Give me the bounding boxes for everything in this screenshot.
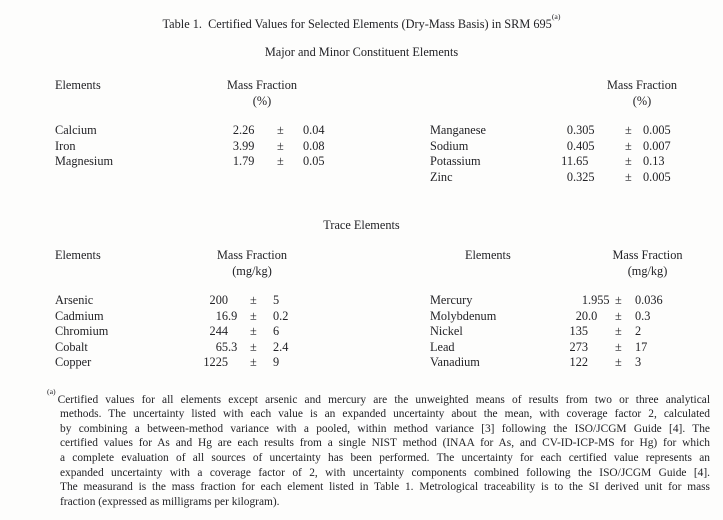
table-row — [430, 293, 723, 309]
document-page — [0, 13, 723, 520]
table-row — [55, 355, 363, 371]
value-integer-part: 1 — [581, 293, 588, 308]
footnote-line: certified values for As and Hg are each results from a single NIST method (INAA for As, and CV-ID-ICP-MS for Hg) for which — [60, 437, 710, 450]
value-integer-part: 200 — [209, 293, 228, 308]
mass-fraction-label: Mass Fraction — [612, 248, 683, 263]
unit-label: (mg/kg) — [232, 264, 272, 279]
value-fraction-part — [228, 293, 250, 309]
value-fraction-part: .79 — [239, 154, 255, 169]
plus-minus-sign: ± — [277, 123, 284, 138]
element-name: Manganese — [430, 123, 486, 138]
element-name: Sodium — [430, 138, 469, 153]
mass-fraction-column-header — [562, 247, 723, 279]
section-title-trace: Trace Elements — [323, 218, 400, 233]
value-integer-part: 16 — [215, 308, 228, 323]
title-footnote-marker: (a) — [551, 12, 561, 21]
uncertainty-value: 2.4 — [273, 339, 289, 354]
column-header-row — [430, 247, 723, 279]
mass-fraction-column-header — [183, 77, 341, 109]
plus-minus-sign: ± — [625, 169, 632, 184]
trace-table — [0, 247, 723, 371]
major-table-right-half — [430, 77, 723, 185]
element-name: Potassium — [430, 154, 481, 169]
element-name: Cadmium — [55, 308, 104, 323]
element-name: Copper — [55, 355, 92, 370]
table-row — [430, 355, 723, 371]
table-row — [55, 309, 363, 325]
elements-column-header: Elements — [55, 78, 101, 93]
column-header-row — [430, 77, 723, 109]
table-row — [430, 170, 723, 186]
mass-fraction-label: Mass Fraction — [226, 78, 298, 93]
element-name: Arsenic — [55, 293, 94, 308]
uncertainty-value: 0.08 — [303, 138, 325, 153]
footnote-line: expanded uncertainty with a coverage factor of 2, with uncertainty components combined following the ISO/JCGM Guide [4]. — [60, 466, 710, 479]
element-name: Zinc — [430, 169, 453, 184]
value-integer-part: 3 — [232, 138, 239, 153]
value-integer-part: 20 — [575, 308, 588, 323]
uncertainty-value: 0.005 — [643, 123, 671, 138]
elements-column-header — [430, 77, 535, 109]
element-name: Nickel — [430, 324, 463, 339]
major-minor-table — [0, 77, 723, 185]
element-name: Molybdenum — [430, 308, 497, 323]
value-fraction-part: .955 — [588, 293, 610, 308]
plus-minus-sign: ± — [615, 308, 622, 323]
table-row — [430, 139, 723, 155]
element-name: Iron — [55, 138, 76, 153]
element-name: Vanadium — [430, 355, 480, 370]
trace-table-right-half — [430, 247, 723, 371]
footnote-line: The measurand is the mass fraction for each element listed in Table 1. Metrological traceability is to the SI derived unit for mass — [60, 481, 710, 494]
footnote-line: $^{(a)}$Certified values for all elements except arsenic and mercury are the unweighted means of results from two or three analytical — [47, 387, 710, 406]
plus-minus-sign: ± — [250, 308, 257, 323]
table-rows — [430, 293, 723, 371]
elements-column-header: Elements — [55, 248, 101, 263]
value-integer-part: 1225 — [203, 355, 228, 370]
value-fraction-part: .3 — [228, 339, 238, 354]
plus-minus-sign: ± — [615, 324, 622, 339]
uncertainty-value: 0.005 — [643, 169, 671, 184]
value-fraction-part: .99 — [239, 138, 255, 153]
element-name: Cobalt — [55, 339, 88, 354]
mass-fraction-column-header — [548, 77, 723, 109]
column-header-row — [55, 77, 363, 109]
unit-label: (%) — [632, 94, 652, 109]
value-fraction-part — [588, 355, 615, 371]
table-row — [430, 309, 723, 325]
uncertainty-value: 0.007 — [643, 138, 671, 153]
uncertainty-value: 2 — [635, 324, 642, 339]
table-rows — [55, 123, 363, 170]
element-name: Lead — [430, 339, 455, 354]
value-integer-part: 0 — [566, 169, 573, 184]
footnote-line: by combining a between-method variance with a pooled, within method variance [3] following the ISO/JCGM Guide [4]. The — [60, 422, 710, 435]
table-row — [430, 154, 723, 170]
value-fraction-part: .325 — [573, 169, 595, 184]
column-header-row — [55, 247, 363, 279]
element-name: Chromium — [55, 324, 109, 339]
value-integer-part: 65 — [215, 339, 228, 354]
trace-table-left-half — [55, 247, 363, 371]
footnote-line: methods. The uncertainty listed with each value is an expanded uncertainty about the mean, with coverage factor 2, calculated — [60, 408, 710, 421]
uncertainty-value: 17 — [635, 339, 648, 354]
value-integer-part: 122 — [569, 355, 588, 370]
value-fraction-part — [588, 324, 615, 340]
major-table-left-half — [55, 77, 363, 170]
plus-minus-sign: ± — [615, 339, 622, 354]
table-title-text: Table 1. Certified Values for Selected Elements (Dry-Mass Basis) in SRM 695 — [162, 17, 552, 32]
plus-minus-sign: ± — [277, 154, 284, 169]
unit-label: (mg/kg) — [627, 264, 668, 279]
value-integer-part: 2 — [232, 123, 239, 138]
mass-fraction-label: Mass Fraction — [216, 248, 288, 263]
table-row — [55, 324, 363, 340]
element-name: Mercury — [430, 293, 473, 308]
table-title — [0, 13, 723, 32]
mass-fraction-column-header — [163, 247, 341, 279]
plus-minus-sign: ± — [277, 138, 284, 153]
table-row — [55, 123, 363, 139]
table-row — [55, 293, 363, 309]
table-row — [430, 324, 723, 340]
table-row — [55, 154, 363, 170]
value-fraction-part — [228, 324, 250, 340]
value-fraction-part: .26 — [239, 123, 255, 138]
unit-label: (%) — [252, 94, 272, 109]
value-fraction-part: .9 — [228, 308, 238, 323]
plus-minus-sign: ± — [250, 339, 257, 354]
uncertainty-value: 0.05 — [303, 154, 325, 169]
plus-minus-sign: ± — [250, 293, 257, 308]
value-integer-part: 0 — [566, 123, 573, 138]
section-title-major-minor: Major and Minor Constituent Elements — [264, 45, 459, 60]
uncertainty-value: 0.036 — [635, 293, 663, 308]
elements-column-header: Elements — [465, 248, 511, 263]
value-fraction-part: .305 — [573, 123, 595, 138]
value-fraction-part: .405 — [573, 138, 595, 153]
value-integer-part: 1 — [232, 154, 239, 169]
uncertainty-value: 0.13 — [643, 154, 665, 169]
plus-minus-sign: ± — [625, 154, 632, 169]
value-fraction-part — [588, 340, 615, 356]
uncertainty-value: 0.2 — [273, 308, 289, 323]
uncertainty-value: 0.04 — [303, 123, 325, 138]
element-name: Calcium — [55, 123, 97, 138]
plus-minus-sign: ± — [250, 355, 257, 370]
uncertainty-value: 6 — [273, 324, 280, 339]
value-fraction-part — [228, 355, 250, 371]
table-row — [55, 340, 363, 356]
uncertainty-value: 9 — [273, 355, 280, 370]
footnote-line: fraction (expressed as milligrams per kilogram). — [60, 495, 280, 508]
mass-fraction-label: Mass Fraction — [606, 78, 678, 93]
table-row — [55, 139, 363, 155]
value-fraction-part: .0 — [588, 308, 598, 323]
value-integer-part: 273 — [569, 339, 588, 354]
footnote — [47, 389, 710, 510]
value-integer-part: 0 — [566, 138, 573, 153]
footnote-line: a complete evaluation of all sources of uncertainty has been performed. The uncertainty for each certified value represents an — [60, 452, 710, 465]
element-name: Magnesium — [55, 154, 114, 169]
table-row — [430, 340, 723, 356]
plus-minus-sign: ± — [250, 324, 257, 339]
table-rows — [55, 293, 363, 371]
plus-minus-sign: ± — [625, 123, 632, 138]
value-integer-part: 135 — [569, 324, 588, 339]
value-fraction-part: .65 — [573, 154, 589, 169]
uncertainty-value: 5 — [273, 293, 280, 308]
uncertainty-value: 0.3 — [635, 308, 651, 323]
table-rows — [430, 123, 723, 185]
value-integer-part: 11 — [561, 154, 573, 169]
footnote-marker: (a) — [47, 387, 56, 397]
table-row — [430, 123, 723, 139]
plus-minus-sign: ± — [615, 355, 622, 370]
plus-minus-sign: ± — [615, 293, 622, 308]
value-integer-part: 244 — [209, 324, 228, 339]
uncertainty-value: 3 — [635, 355, 642, 370]
plus-minus-sign: ± — [625, 138, 632, 153]
